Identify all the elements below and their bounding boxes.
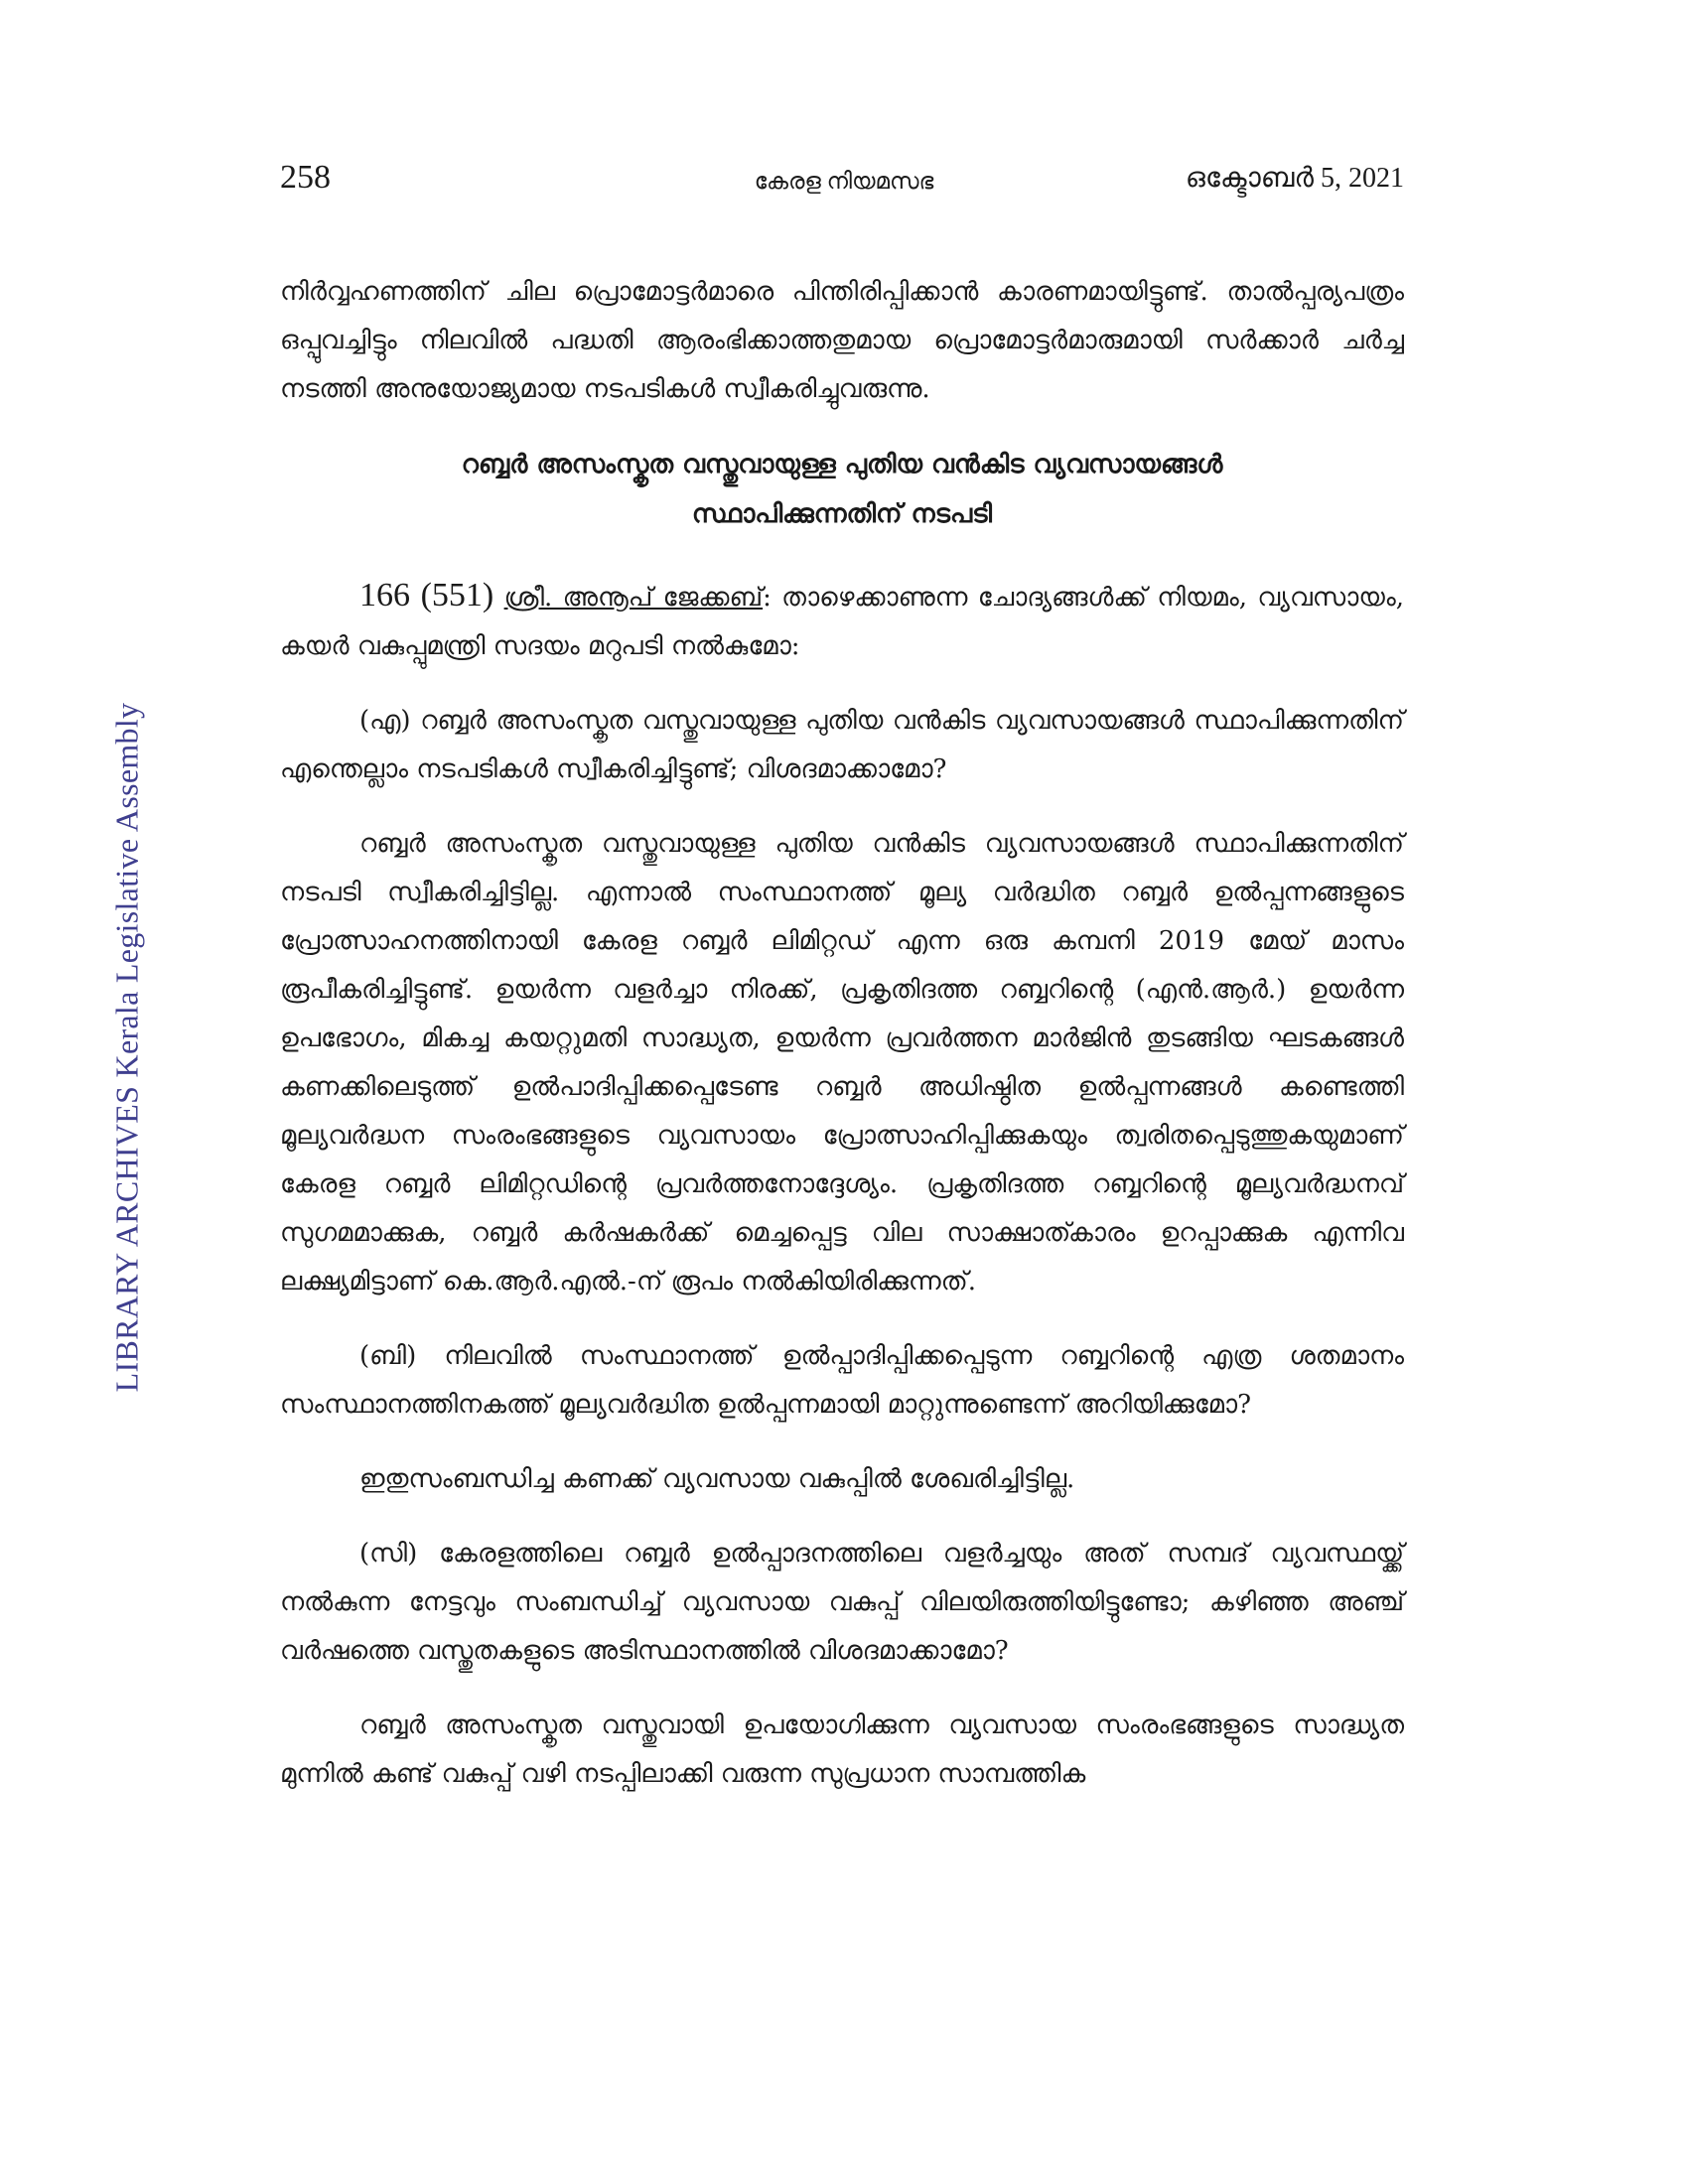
section-heading bbox=[280, 440, 1404, 539]
page-number: 258 bbox=[280, 159, 331, 196]
question-b: (ബി) നിലവിൽ സംസ്ഥാനത്ത് ഉൽപ്പാദിപ്പിക്കപ്പെടുന്ന റബ്ബറിന്റെ എത്ര ശതമാനം സംസ്ഥാനത്തിനകത്ത് മൂല്യവർദ്ധിത ഉൽപ്പന്നമായി മാറ്റുന്നുണ്ടെന്ന് അറിയിക്കുമോ? bbox=[280, 1341, 1404, 1420]
member-name: ശ്രീ. അനൂപ് ജേക്കബ് bbox=[503, 583, 764, 613]
intro-paragraph: നിർവ്വഹണത്തിന് ചില പ്രൊമോട്ടർമാരെ പിന്തിരിപ്പിക്കാൻ കാരണമായിട്ടുണ്ട്. താൽപ്പര്യപത്രം ഒപ്പുവച്ചിട്ടും നിലവിൽ പദ്ധതി ആരംഭിക്കാത്തതുമായ പ്രൊമോട്ടർമാരുമായി സർക്കാർ ചർച്ച നടത്തി അനുയോജ്യമായ നടപടികൾ സ്വീകരിച്ചുവരുന്നു. bbox=[280, 277, 1404, 404]
answer-c: റബ്ബർ അസംസ്കൃത വസ്തുവായി ഉപയോഗിക്കുന്ന വ്യവസായ സംരംഭങ്ങളുടെ സാദ്ധ്യത മുന്നിൽ കണ്ട് വകുപ്പ് വഴി നടപ്പിലാക്കി വരുന്ന സുപ്രധാന സാമ്പത്തിക bbox=[280, 1710, 1404, 1789]
heading-line-1: റബ്ബർ അസംസ്കൃത വസ്തുവായുള്ള പുതിയ വൻകിട വ്യവസായങ്ങൾ bbox=[461, 450, 1223, 479]
header-date: ഒക്ടോബർ 5, 2021 bbox=[1185, 163, 1404, 194]
question-intro bbox=[280, 571, 1404, 671]
answer-a: റബ്ബർ അസംസ്കൃത വസ്തുവായുള്ള പുതിയ വൻകിട വ്യവസായങ്ങൾ സ്ഥാപിക്കുന്നതിന് നടപടി സ്വീകരിച്ചിട്ടില്ല. എന്നാൽ സംസ്ഥാനത്ത് മൂല്യ വർദ്ധിത റബ്ബർ ഉൽപ്പന്നങ്ങളുടെ പ്രോത്സാഹനത്തിനായി കേരള റബ്ബർ ലിമിറ്റഡ് എന്ന ഒരു കമ്പനി 2019 മേയ് മാസം രൂപീകരിച്ചിട്ടുണ്ട്. ഉയർന്ന വളർച്ചാ നിരക്ക്, പ്രകൃതിദത്ത റബ്ബറിന്റെ (എൻ.ആർ.) ഉയർന്ന ഉപഭോഗം, മികച്ച കയറ്റുമതി സാദ്ധ്യത, ഉയർന്ന പ്രവർത്തന മാർജിൻ തുടങ്ങിയ ഘടകങ്ങൾ കണക്കിലെടുത്ത് ഉൽപാദിപ്പിക്കപ്പെടേണ്ട റബ്ബർ അധിഷ്ഠിത ഉൽപ്പന്നങ്ങൾ കണ്ടെത്തി മൂല്യവർദ്ധന സംരംഭങ്ങളുടെ വ്യവസായം പ്രോത്സാഹിപ്പിക്കുകയും ത്വരിതപ്പെടുത്തുകയുമാണ് കേരള റബ്ബർ ലിമിറ്റഡിന്റെ പ്രവർത്തനോദ്ദേശ്യം. പ്രകൃതിദത്ത റബ്ബറിന്റെ മൂല്യവർദ്ധനവ് സുഗമമാക്കുക, റബ്ബർ കർഷകർക്ക് മെച്ചപ്പെട്ട വില സാക്ഷാത്കാരം ഉറപ്പാക്കുക എന്നിവ ലക്ഷ്യമിട്ടാണ് കെ.ആർ.എൽ.-ന് രൂപം നൽകിയിരിക്കുന്നത്. bbox=[280, 829, 1404, 1297]
question-number: 166 (551) bbox=[359, 577, 494, 614]
question-text: : താഴെക്കാണുന്ന ചോദ്യങ്ങൾക്ക് നിയമം, വ്യവസായം, കയർ വകുപ്പുമന്ത്രി സദയം മറുപടി നൽകുമോ: bbox=[280, 583, 1405, 661]
library-archives-stamp: LIBRARY ARCHIVES Kerala Legislative Assembly bbox=[108, 702, 145, 1393]
answer-b: ഇതുസംബന്ധിച്ച കണക്ക് വ്യവസായ വകുപ്പിൽ ശേഖരിച്ചിട്ടില്ല. bbox=[359, 1464, 1075, 1494]
header-title: കേരള നിയമസഭ bbox=[754, 169, 934, 194]
question-a: (എ) റബ്ബർ അസംസ്കൃത വസ്തുവായുള്ള പുതിയ വൻകിട വ്യവസായങ്ങൾ സ്ഥാപിക്കുന്നതിന് എന്തെല്ലാം നടപടികൾ സ്വീകരിച്ചിട്ടുണ്ട്; വിശദമാക്കാമോ? bbox=[280, 706, 1404, 784]
question-c: (സി) കേരളത്തിലെ റബ്ബർ ഉൽപ്പാദനത്തിലെ വളർച്ചയും അത് സമ്പദ് വ്യവസ്ഥയ്ക്ക് നൽകുന്ന നേട്ടവും സംബന്ധിച്ച് വ്യവസായ വകുപ്പ് വിലയിരുത്തിയിട്ടുണ്ടോ; കഴിഞ്ഞ അഞ്ച് വർഷത്തെ വസ്തുതകളുടെ അടിസ്ഥാനത്തിൽ വിശദമാക്കാമോ? bbox=[280, 1539, 1404, 1666]
page-body bbox=[280, 268, 1404, 1825]
heading-line-2: സ്ഥാപിക്കുന്നതിന് നടപടി bbox=[691, 499, 993, 529]
